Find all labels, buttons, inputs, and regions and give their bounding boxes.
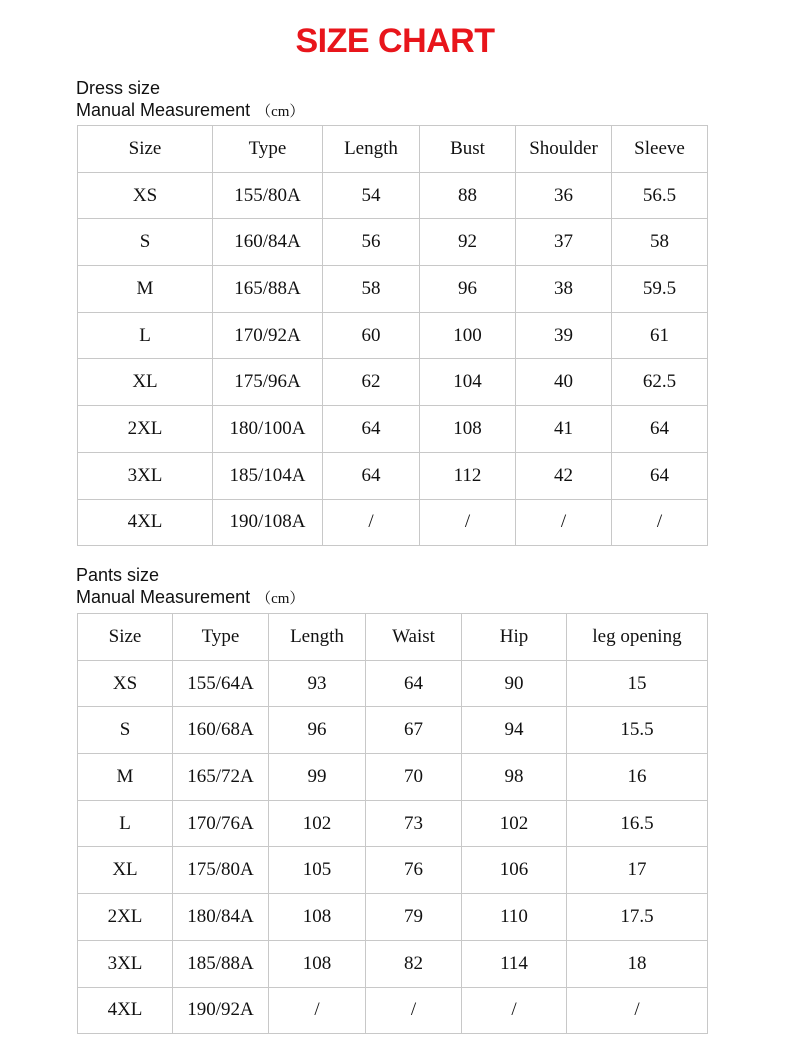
table-row (78, 312, 708, 359)
dress-table-cell: S (78, 219, 213, 266)
pants-header-row (78, 614, 708, 661)
pants-header-cell: Length (269, 614, 366, 661)
pants-table-cell: 106 (462, 847, 567, 894)
dress-header-cell: Length (323, 126, 420, 173)
dress-table-cell: M (78, 266, 213, 313)
dress-table-cell: / (516, 499, 612, 546)
dress-header-cell: Sleeve (612, 126, 708, 173)
pants-table-cell: 3XL (78, 940, 173, 987)
dress-table-cell: 41 (516, 406, 612, 453)
pants-table-cell: 108 (269, 894, 366, 941)
pants-table-cell: / (366, 987, 462, 1034)
pants-table-cell: 94 (462, 707, 567, 754)
dress-table-cell: 58 (323, 266, 420, 313)
dress-table-cell: XS (78, 172, 213, 219)
pants-table-cell: 79 (366, 894, 462, 941)
dress-table-cell: 88 (420, 172, 516, 219)
table-row (78, 660, 708, 707)
dress-table-cell: / (420, 499, 516, 546)
pants-table-cell: 93 (269, 660, 366, 707)
pants-header-cell: Waist (366, 614, 462, 661)
dress-table-cell: 2XL (78, 406, 213, 453)
pants-table-cell: 108 (269, 940, 366, 987)
pants-table-body (78, 660, 708, 1034)
dress-table-cell: 62.5 (612, 359, 708, 406)
dress-table-cell: 112 (420, 452, 516, 499)
dress-table-cell: 64 (323, 452, 420, 499)
pants-table-cell: 64 (366, 660, 462, 707)
dress-table-cell: 64 (612, 452, 708, 499)
pants-table-cell: / (462, 987, 567, 1034)
dress-table-cell: 160/84A (213, 219, 323, 266)
dress-table-cell: 64 (612, 406, 708, 453)
table-row (78, 894, 708, 941)
pants-header-cell: Hip (462, 614, 567, 661)
pants-table-cell: 180/84A (173, 894, 269, 941)
table-row (78, 406, 708, 453)
pants-table-cell: 185/88A (173, 940, 269, 987)
table-row (78, 754, 708, 801)
pants-table-cell: / (567, 987, 708, 1034)
dress-table-cell: 61 (612, 312, 708, 359)
pants-table-cell: 90 (462, 660, 567, 707)
dress-table-cell: / (612, 499, 708, 546)
dress-section-label (76, 77, 304, 123)
pants-unit-label: （cm） (256, 591, 305, 607)
table-row (78, 172, 708, 219)
dress-table-cell: 190/108A (213, 499, 323, 546)
dress-header-cell: Shoulder (516, 126, 612, 173)
pants-measure-label: Manual Measurement (76, 587, 251, 607)
pants-table-cell: 105 (269, 847, 366, 894)
dress-table-cell: 37 (516, 219, 612, 266)
dress-table-cell: 180/100A (213, 406, 323, 453)
pants-table-cell: L (78, 800, 173, 847)
dress-table-cell: 155/80A (213, 172, 323, 219)
dress-table-cell: 108 (420, 406, 516, 453)
dress-table-cell: L (78, 312, 213, 359)
pants-table-cell: 82 (366, 940, 462, 987)
dress-table-cell: 36 (516, 172, 612, 219)
table-row (78, 847, 708, 894)
dress-header-cell: Type (213, 126, 323, 173)
dress-table-cell: 38 (516, 266, 612, 313)
pants-table-cell: 175/80A (173, 847, 269, 894)
pants-table-cell: 2XL (78, 894, 173, 941)
table-row (78, 987, 708, 1034)
pants-table-cell: 16 (567, 754, 708, 801)
dress-table-cell: 56 (323, 219, 420, 266)
dress-table-cell: 64 (323, 406, 420, 453)
dress-table-body (78, 172, 708, 546)
pants-size-label: Pants size (76, 565, 160, 585)
pants-table-cell: 67 (366, 707, 462, 754)
table-row (78, 800, 708, 847)
pants-table-cell: 15 (567, 660, 708, 707)
dress-table-cell: 4XL (78, 499, 213, 546)
table-row (78, 940, 708, 987)
pants-table-cell: S (78, 707, 173, 754)
pants-table-cell: 76 (366, 847, 462, 894)
pants-table-cell: 165/72A (173, 754, 269, 801)
pants-table-cell: / (269, 987, 366, 1034)
pants-table-cell: 70 (366, 754, 462, 801)
dress-header-cell: Bust (420, 126, 516, 173)
table-row (78, 707, 708, 754)
pants-section-label (76, 564, 304, 610)
dress-table-cell: 3XL (78, 452, 213, 499)
pants-table-cell: 99 (269, 754, 366, 801)
pants-table-cell: 18 (567, 940, 708, 987)
dress-table-cell: 165/88A (213, 266, 323, 313)
dress-header-row (78, 126, 708, 173)
dress-measure-line (76, 99, 304, 123)
dress-header-cell: Size (78, 126, 213, 173)
dress-table-cell: 185/104A (213, 452, 323, 499)
pants-table-cell: 73 (366, 800, 462, 847)
pants-table-cell: 15.5 (567, 707, 708, 754)
table-row (78, 266, 708, 313)
table-row (78, 219, 708, 266)
dress-table-cell: 92 (420, 219, 516, 266)
pants-table-cell: XL (78, 847, 173, 894)
dress-table-cell: 170/92A (213, 312, 323, 359)
pants-table-cell: 17.5 (567, 894, 708, 941)
pants-table-cell: 4XL (78, 987, 173, 1034)
dress-table-cell: 56.5 (612, 172, 708, 219)
dress-measure-label: Manual Measurement (76, 100, 251, 120)
dress-size-table (77, 125, 708, 546)
pants-table-cell: 16.5 (567, 800, 708, 847)
dress-table-cell: / (323, 499, 420, 546)
table-row (78, 499, 708, 546)
pants-table-cell: 114 (462, 940, 567, 987)
dress-unit-label: （cm） (256, 104, 305, 120)
dress-table-cell: 96 (420, 266, 516, 313)
page-title: SIZE CHART (295, 22, 495, 60)
pants-table-cell: 110 (462, 894, 567, 941)
table-row (78, 359, 708, 406)
dress-table-cell: 39 (516, 312, 612, 359)
pants-size-table (77, 613, 708, 1034)
dress-table-cell: 54 (323, 172, 420, 219)
dress-table-cell: 104 (420, 359, 516, 406)
pants-table-cell: 160/68A (173, 707, 269, 754)
dress-table-cell: 58 (612, 219, 708, 266)
pants-table-cell: 98 (462, 754, 567, 801)
pants-table-cell: 170/76A (173, 800, 269, 847)
pants-header-cell: Type (173, 614, 269, 661)
dress-table-cell: 100 (420, 312, 516, 359)
pants-table-cell: 155/64A (173, 660, 269, 707)
pants-table-cell: 17 (567, 847, 708, 894)
pants-table-cell: XS (78, 660, 173, 707)
pants-table-cell: 190/92A (173, 987, 269, 1034)
dress-table-cell: 40 (516, 359, 612, 406)
dress-table-cell: 60 (323, 312, 420, 359)
table-row (78, 452, 708, 499)
pants-table-cell: M (78, 754, 173, 801)
pants-table-cell: 102 (269, 800, 366, 847)
pants-table-cell: 96 (269, 707, 366, 754)
dress-table-cell: XL (78, 359, 213, 406)
dress-table-cell: 62 (323, 359, 420, 406)
dress-table-cell: 59.5 (612, 266, 708, 313)
pants-measure-line (76, 586, 304, 610)
pants-table-cell: 102 (462, 800, 567, 847)
pants-header-cell: Size (78, 614, 173, 661)
dress-table-cell: 175/96A (213, 359, 323, 406)
pants-header-cell: leg opening (567, 614, 708, 661)
dress-size-label: Dress size (76, 78, 161, 98)
dress-table-cell: 42 (516, 452, 612, 499)
